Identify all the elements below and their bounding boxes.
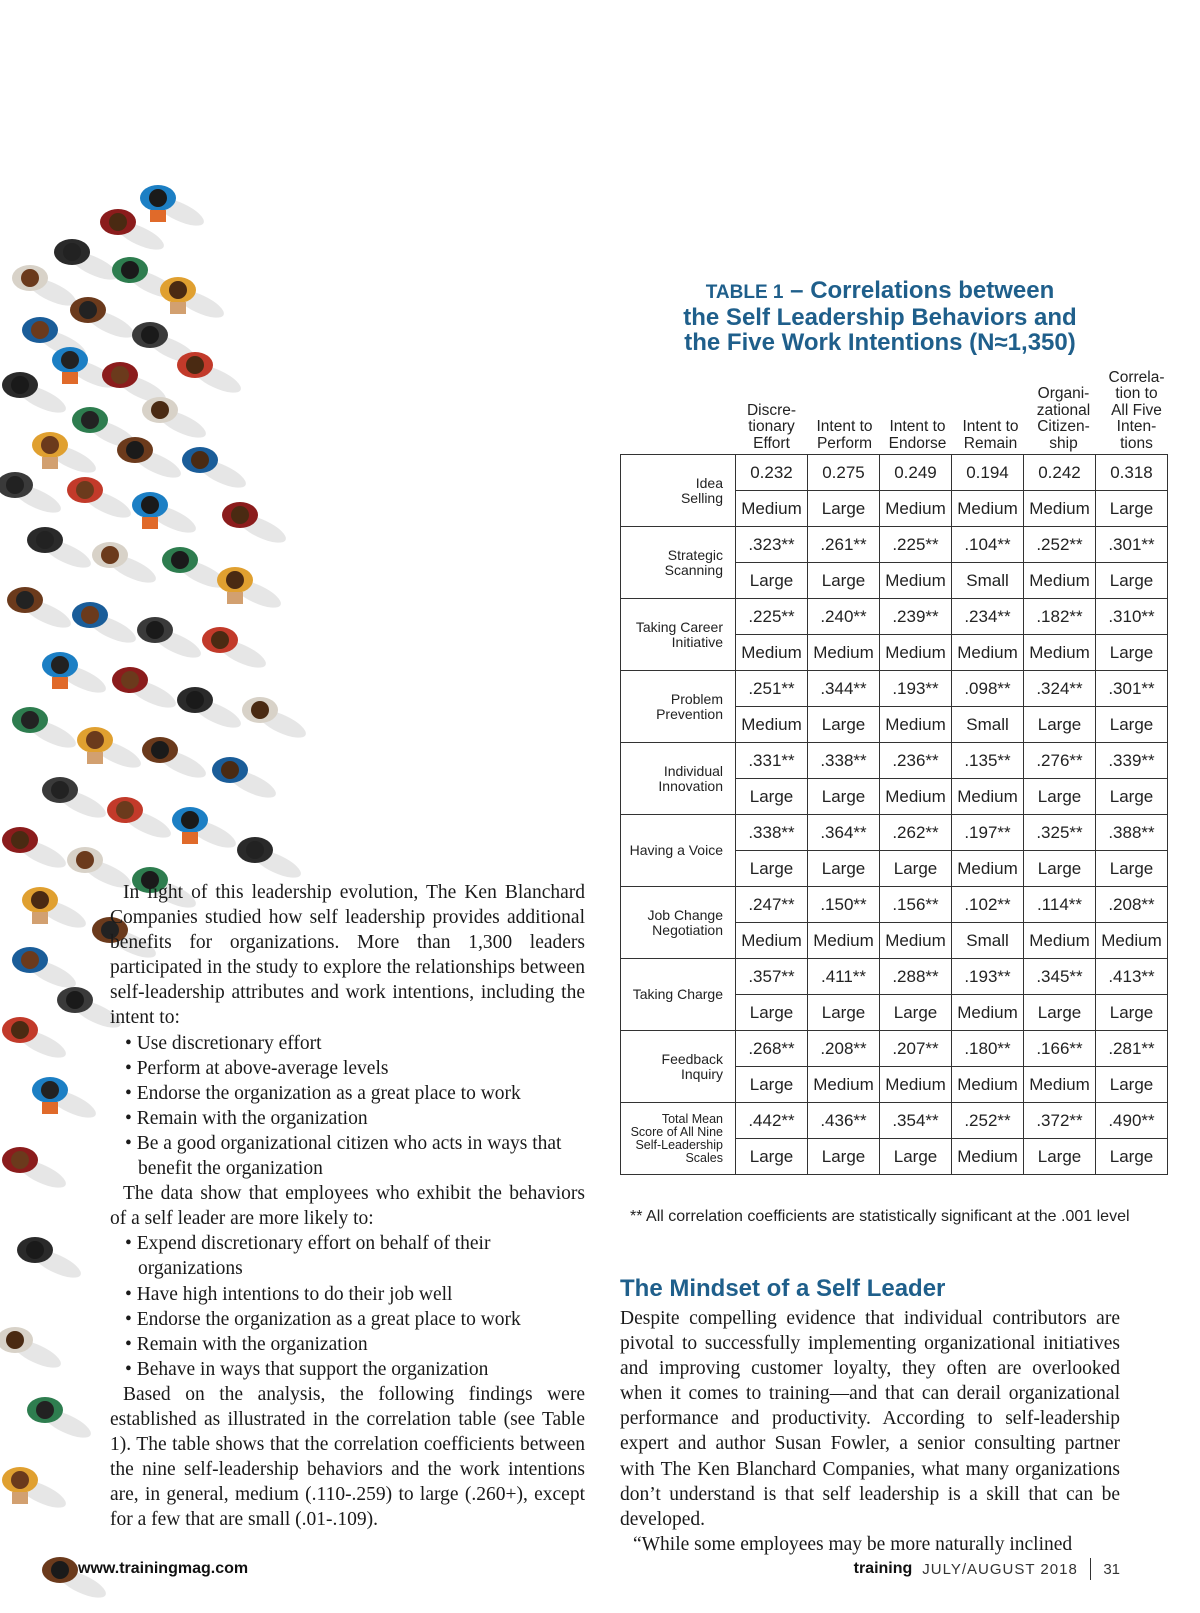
person-figure	[0, 472, 64, 518]
table-row	[621, 815, 1168, 851]
effect-size-cell: Medium	[736, 923, 808, 959]
coefficient-cell: .345**	[1024, 959, 1096, 995]
effect-size-cell: Medium	[1024, 1067, 1096, 1103]
paragraph: Despite compelling evidence that individual contributors are pivotal to successfully implementing organizational initiatives and improving customer loyalty, they often are overlooked when it comes to training—and that can derail organizational performance and productivity. According to self-leadership expert and author Susan Fowler, a senior consulting partner with The Ken Blanchard Companies, what many organizations don’t understand is that self leadership is a skill that can be developed.	[620, 1308, 1120, 1530]
effect-size-cell: Medium	[880, 635, 952, 671]
effect-size-cell: Large	[736, 851, 808, 887]
effect-size-cell: Large	[1096, 491, 1168, 527]
coefficient-cell: .281**	[1096, 1031, 1168, 1067]
coefficient-cell: .490**	[1096, 1103, 1168, 1139]
list-item: • Use discretionary effort	[110, 1031, 585, 1056]
coefficient-cell: .135**	[952, 743, 1024, 779]
coefficient-cell: .225**	[880, 527, 952, 563]
effect-size-cell: Medium	[952, 851, 1024, 887]
coefficient-cell: .166**	[1024, 1031, 1096, 1067]
column-header: Intent to Endorse	[888, 418, 947, 452]
effect-size-cell: Medium	[1096, 923, 1168, 959]
effect-size-cell: Large	[808, 995, 880, 1031]
coefficient-cell: 0.318	[1096, 455, 1168, 491]
effect-size-cell: Large	[736, 1067, 808, 1103]
coefficient-cell: .247**	[736, 887, 808, 923]
row-label: Strategic Scanning	[621, 527, 736, 599]
effect-size-cell: Medium	[880, 491, 952, 527]
effect-size-cell: Large	[1096, 1067, 1168, 1103]
coefficient-cell: 0.194	[952, 455, 1024, 491]
coefficient-cell: .411**	[808, 959, 880, 995]
coefficient-cell: .207**	[880, 1031, 952, 1067]
effect-size-cell: Large	[808, 491, 880, 527]
right-column-text	[620, 1276, 1120, 1557]
table-footnote: ** All correlation coefficients are statistically significant at the .001 level	[630, 1208, 1130, 1225]
effect-size-cell: Large	[1096, 563, 1168, 599]
behavior-list	[110, 1231, 585, 1382]
effect-size-cell: Large	[880, 851, 952, 887]
coefficient-cell: .252**	[952, 1103, 1024, 1139]
coefficient-cell: .197**	[952, 815, 1024, 851]
person-figure	[0, 1327, 64, 1373]
coefficient-cell: .339**	[1096, 743, 1168, 779]
coefficient-cell: .388**	[1096, 815, 1168, 851]
coefficient-cell: .180**	[952, 1031, 1024, 1067]
person-figure	[54, 239, 121, 285]
list-item: • Have high intentions to do their job well	[110, 1282, 585, 1307]
coefficient-cell: .252**	[1024, 527, 1096, 563]
person-figure	[142, 397, 209, 443]
correlation-table	[620, 454, 1168, 1175]
effect-size-cell: Large	[1024, 851, 1096, 887]
person-figure	[72, 602, 139, 648]
effect-size-cell: Medium	[736, 491, 808, 527]
paragraph: In light of this leadership evolution, The Ken Blanchard Companies studied how self leadership provides additional benefits for organizations. More than 1,300 leaders participated in the study to explore the relationships between self-leadership attributes and work intentions, including the intent to:	[110, 882, 585, 1029]
effect-size-cell: Large	[1024, 779, 1096, 815]
effect-size-cell: Large	[1096, 995, 1168, 1031]
coefficient-cell: .325**	[1024, 815, 1096, 851]
coefficient-cell: .098**	[952, 671, 1024, 707]
paragraph: Based on the analysis, the following findings were established as illustrated in the correlation table (see Table 1). The table shows that the correlation coefficients between the nine self-leadership behaviors and the work intentions are, in general, medium (.110-.259) to large (.260+), except for a few that are small (.01-.109).	[110, 1383, 585, 1531]
table-label: TABLE 1	[705, 282, 784, 303]
coefficient-cell: .208**	[1096, 887, 1168, 923]
coefficient-cell: .182**	[1024, 599, 1096, 635]
effect-size-cell: Medium	[952, 1067, 1024, 1103]
person-figure	[67, 477, 134, 523]
coefficient-cell: .357**	[736, 959, 808, 995]
row-label: Taking Charge	[621, 959, 736, 1031]
person-figure	[242, 697, 309, 743]
person-figure	[12, 265, 79, 311]
effect-size-cell: Large	[1024, 1139, 1096, 1175]
table-row	[621, 599, 1168, 635]
effect-size-cell: Large	[736, 779, 808, 815]
row-label: Total Mean Score of All Nine Self-Leadership Scales	[621, 1103, 736, 1175]
effect-size-cell: Large	[1096, 779, 1168, 815]
person-figure	[132, 492, 199, 538]
effect-size-cell: Medium	[1024, 923, 1096, 959]
coefficient-cell: 0.232	[736, 455, 808, 491]
list-item: • Remain with the organization	[110, 1332, 585, 1357]
person-figure	[202, 627, 269, 673]
column-header: Intent to Remain	[962, 418, 1019, 452]
column-header: Organi- zational Citizen- ship	[1036, 385, 1091, 452]
table-row	[621, 1103, 1168, 1139]
coefficient-cell: .288**	[880, 959, 952, 995]
coefficient-cell: .413**	[1096, 959, 1168, 995]
paragraph: The data show that employees who exhibit the behaviors of a self leader are more likely to:	[110, 1183, 585, 1230]
table-row	[621, 743, 1168, 779]
intent-list	[110, 1031, 585, 1182]
effect-size-cell: Medium	[808, 1067, 880, 1103]
table-title	[620, 278, 1140, 355]
effect-size-cell: Large	[736, 995, 808, 1031]
effect-size-cell: Medium	[952, 779, 1024, 815]
effect-size-cell: Large	[880, 1139, 952, 1175]
coefficient-cell: .372**	[1024, 1103, 1096, 1139]
person-figure	[217, 567, 284, 613]
effect-size-cell: Medium	[880, 779, 952, 815]
person-figure	[112, 667, 179, 713]
coefficient-cell: .354**	[880, 1103, 952, 1139]
magazine-name: training	[853, 1560, 913, 1577]
coefficient-cell: .338**	[736, 815, 808, 851]
effect-size-cell: Large	[808, 563, 880, 599]
coefficient-cell: .310**	[1096, 599, 1168, 635]
person-figure	[12, 947, 79, 993]
person-figure	[27, 1397, 94, 1443]
coefficient-cell: .156**	[880, 887, 952, 923]
footer-divider	[1090, 1558, 1092, 1580]
coefficient-cell: 0.275	[808, 455, 880, 491]
section-heading: The Mindset of a Self Leader	[620, 1275, 946, 1302]
coefficient-cell: .442**	[736, 1103, 808, 1139]
person-figure	[212, 757, 279, 803]
table-row	[621, 527, 1168, 563]
table-row	[621, 887, 1168, 923]
coefficient-cell: 0.242	[1024, 455, 1096, 491]
effect-size-cell: Small	[952, 563, 1024, 599]
person-figure	[70, 297, 137, 343]
person-figure	[17, 1237, 84, 1283]
table-title-line-2: the Self Leadership Behaviors and	[683, 304, 1077, 331]
person-figure	[177, 352, 244, 398]
coefficient-cell: .301**	[1096, 527, 1168, 563]
person-figure	[12, 707, 79, 753]
table-row	[621, 671, 1168, 707]
effect-size-cell: Medium	[952, 1139, 1024, 1175]
effect-size-cell: Medium	[880, 923, 952, 959]
coefficient-cell: .193**	[952, 959, 1024, 995]
column-header: Correla- tion to All Five Inten- tions	[1108, 368, 1165, 452]
person-figure	[177, 687, 244, 733]
table-row	[621, 1031, 1168, 1067]
coefficient-cell: .436**	[808, 1103, 880, 1139]
effect-size-cell: Medium	[1024, 491, 1096, 527]
table-row	[621, 959, 1168, 995]
coefficient-cell: .208**	[808, 1031, 880, 1067]
list-item: • Remain with the organization	[110, 1106, 585, 1131]
row-label: Idea Selling	[621, 455, 736, 527]
effect-size-cell: Small	[952, 707, 1024, 743]
effect-size-cell: Medium	[880, 563, 952, 599]
effect-size-cell: Medium	[808, 635, 880, 671]
paragraph: “While some employees may be more naturally inclined	[633, 1533, 1073, 1555]
effect-size-cell: Medium	[1024, 635, 1096, 671]
effect-size-cell: Medium	[1024, 563, 1096, 599]
coefficient-cell: .276**	[1024, 743, 1096, 779]
person-figure	[42, 777, 109, 823]
table-title-line-1: – Correlations between	[790, 277, 1055, 304]
person-figure	[172, 807, 239, 853]
coefficient-cell: .104**	[952, 527, 1024, 563]
effect-size-cell: Large	[880, 995, 952, 1031]
person-figure	[182, 447, 249, 493]
effect-size-cell: Medium	[952, 995, 1024, 1031]
effect-size-cell: Large	[736, 563, 808, 599]
row-label: Having a Voice	[621, 815, 736, 887]
row-label: Problem Prevention	[621, 671, 736, 743]
effect-size-cell: Large	[808, 851, 880, 887]
coefficient-cell: .324**	[1024, 671, 1096, 707]
person-figure	[107, 797, 174, 843]
list-item: • Behave in ways that support the organization	[110, 1357, 585, 1382]
effect-size-cell: Medium	[736, 707, 808, 743]
list-item: • Expend discretionary effort on behalf of their organizations	[110, 1231, 585, 1281]
coefficient-cell: .301**	[1096, 671, 1168, 707]
coefficient-cell: .364**	[808, 815, 880, 851]
row-label: Job Change Negotiation	[621, 887, 736, 959]
person-figure	[42, 652, 109, 698]
person-figure	[2, 1017, 69, 1063]
table-title-line-3: the Five Work Intentions (N≈1,350)	[684, 329, 1076, 356]
person-figure	[92, 542, 159, 588]
coefficient-cell: .234**	[952, 599, 1024, 635]
table-column-headers	[620, 362, 1165, 454]
person-figure	[142, 737, 209, 783]
effect-size-cell: Medium	[880, 707, 952, 743]
coefficient-cell: .331**	[736, 743, 808, 779]
person-figure	[237, 837, 304, 883]
person-figure	[2, 1467, 69, 1513]
person-figure	[160, 277, 227, 323]
list-item: • Perform at above-average levels	[110, 1056, 585, 1081]
row-label: Feedback Inquiry	[621, 1031, 736, 1103]
coefficient-cell: .239**	[880, 599, 952, 635]
effect-size-cell: Large	[1096, 707, 1168, 743]
coefficient-cell: 0.249	[880, 455, 952, 491]
list-item: • Endorse the organization as a great place to work	[110, 1307, 585, 1332]
table-row	[621, 455, 1168, 491]
coefficient-cell: .251**	[736, 671, 808, 707]
effect-size-cell: Medium	[808, 923, 880, 959]
person-figure	[2, 827, 69, 873]
person-figure	[32, 1077, 99, 1123]
person-figure	[222, 502, 289, 548]
row-label: Individual Innovation	[621, 743, 736, 815]
coefficient-cell: .114**	[1024, 887, 1096, 923]
coefficient-cell: .240**	[808, 599, 880, 635]
list-item: • Endorse the organization as a great place to work	[110, 1081, 585, 1106]
coefficient-cell: .344**	[808, 671, 880, 707]
coefficient-cell: .236**	[880, 743, 952, 779]
person-figure	[137, 617, 204, 663]
coefficient-cell: .268**	[736, 1031, 808, 1067]
person-figure	[32, 432, 99, 478]
column-header: Discre- tionary Effort	[746, 401, 797, 452]
page-number: 31	[1103, 1560, 1120, 1578]
person-figure	[2, 372, 69, 418]
effect-size-cell: Medium	[736, 635, 808, 671]
coefficient-cell: .261**	[808, 527, 880, 563]
list-item: • Be a good organizational citizen who acts in ways that benefit the organization	[110, 1131, 585, 1181]
coefficient-cell: .193**	[880, 671, 952, 707]
effect-size-cell: Large	[736, 1139, 808, 1175]
person-figure	[22, 887, 89, 933]
person-figure	[77, 727, 144, 773]
person-figure	[140, 185, 207, 231]
effect-size-cell: Large	[808, 779, 880, 815]
effect-size-cell: Large	[808, 707, 880, 743]
coefficient-cell: .338**	[808, 743, 880, 779]
row-label: Taking Career Initiative	[621, 599, 736, 671]
effect-size-cell: Large	[1024, 995, 1096, 1031]
coefficient-cell: .323**	[736, 527, 808, 563]
effect-size-cell: Large	[1096, 1139, 1168, 1175]
coefficient-cell: .262**	[880, 815, 952, 851]
issue-date: JULY/AUGUST 2018	[922, 1560, 1078, 1578]
person-figure	[7, 587, 74, 633]
column-header: Intent to Perform	[816, 418, 873, 452]
effect-size-cell: Large	[1024, 707, 1096, 743]
footer-info	[854, 1558, 1120, 1580]
person-figure	[27, 527, 94, 573]
effect-size-cell: Large	[1096, 635, 1168, 671]
footer-url: www.trainingmag.com	[78, 1560, 249, 1577]
coefficient-cell: .150**	[808, 887, 880, 923]
effect-size-cell: Small	[952, 923, 1024, 959]
person-figure	[2, 1147, 69, 1193]
effect-size-cell: Medium	[952, 491, 1024, 527]
left-column-text	[110, 880, 585, 1532]
person-figure	[117, 437, 184, 483]
effect-size-cell: Large	[1096, 851, 1168, 887]
coefficient-cell: .102**	[952, 887, 1024, 923]
effect-size-cell: Large	[808, 1139, 880, 1175]
effect-size-cell: Medium	[952, 635, 1024, 671]
coefficient-cell: .225**	[736, 599, 808, 635]
effect-size-cell: Medium	[880, 1067, 952, 1103]
